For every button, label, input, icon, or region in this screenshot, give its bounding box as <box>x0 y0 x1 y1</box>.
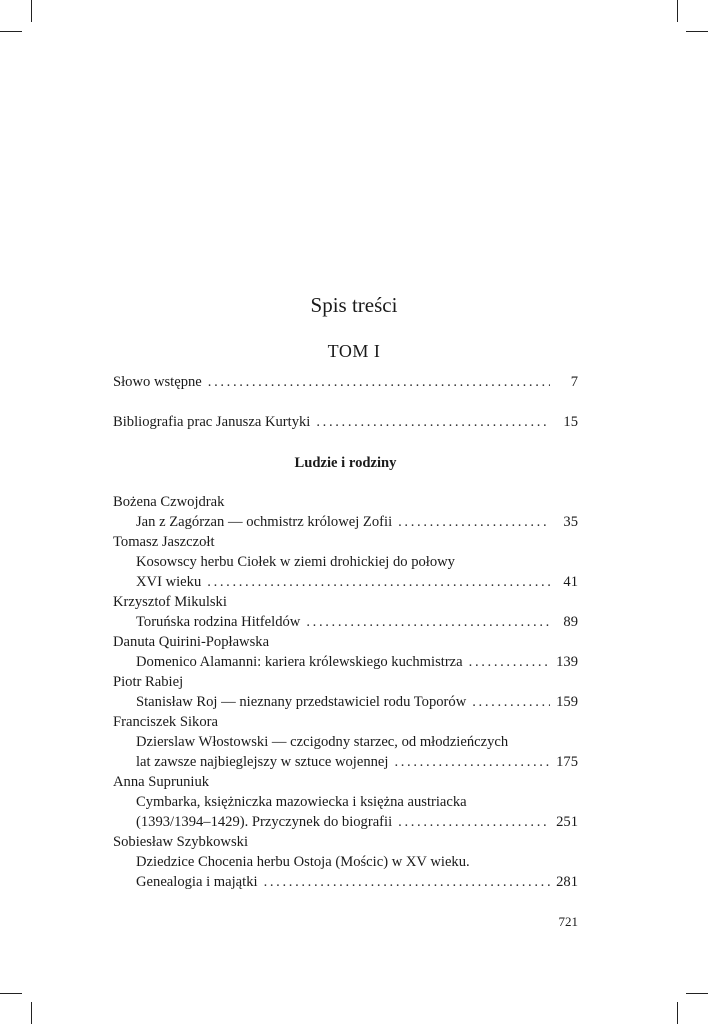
toc-entry-title: Toruńska rodzina Hitfeldów <box>136 614 301 630</box>
toc-entry-title: Jan z Zagórzan — ochmistrz królowej Zofii <box>136 514 393 530</box>
toc-entry-title: Kosowscy herbu Ciołek w ziemi drohickiej do połowy <box>136 554 455 570</box>
toc-entry-page: 35 <box>563 514 578 530</box>
volume-heading: TOM I <box>327 341 381 361</box>
section-heading: Ludzie i rodziny <box>294 455 397 471</box>
toc-entry-page: 281 <box>556 874 578 890</box>
crop-mark <box>31 1002 32 1024</box>
toc-entry[interactable] <box>136 512 578 532</box>
toc-entry-page: 139 <box>556 654 578 670</box>
leader-dots <box>316 412 550 432</box>
toc-entry-page: 159 <box>556 694 578 710</box>
leader-dots <box>208 372 550 392</box>
author-name: Bożena Czwojdrak <box>113 494 225 510</box>
leader-dots <box>306 612 550 632</box>
toc-entry-page: 89 <box>563 614 578 630</box>
toc-entry[interactable] <box>136 752 578 772</box>
toc-entry-title: Cymbarka, księżniczka mazowiecka i księżna austriacka <box>136 794 467 810</box>
toc-entry-page: 41 <box>563 574 578 590</box>
toc-entry[interactable] <box>136 812 578 832</box>
leader-dots <box>394 752 550 772</box>
toc-entry[interactable] <box>136 872 578 892</box>
author-name: Danuta Quirini-Popławska <box>113 634 270 650</box>
toc-entry-title: (1393/1394–1429). Przyczynek do biografii <box>136 814 393 830</box>
crop-mark <box>686 31 708 32</box>
leader-dots <box>469 652 550 672</box>
toc-entry-page: 7 <box>570 374 578 390</box>
author-name: Piotr Rabiej <box>113 674 184 690</box>
toc-entry[interactable] <box>136 652 578 672</box>
leader-dots <box>472 692 550 712</box>
author-name: Sobiesław Szybkowski <box>113 834 248 850</box>
toc-entry-title: Dziedzice Chocenia herbu Ostoja (Mościc) w XV wieku. <box>136 854 470 870</box>
toc-entry-title: Domenico Alamanni: kariera królewskiego kuchmistrza <box>136 654 463 670</box>
leader-dots <box>398 512 550 532</box>
toc-entry[interactable] <box>113 412 578 432</box>
toc-entry[interactable] <box>136 692 578 712</box>
leader-dots <box>398 812 550 832</box>
crop-mark <box>677 0 678 22</box>
toc-entry-page: 175 <box>556 754 578 770</box>
toc-entry-page: 251 <box>556 814 578 830</box>
page-title: Spis treści <box>310 293 398 317</box>
toc-entry[interactable] <box>113 372 578 392</box>
toc-entry-title: Bibliografia prac Janusza Kurtyki <box>113 414 311 430</box>
author-name: Anna Supruniuk <box>113 774 210 790</box>
leader-dots <box>207 572 550 592</box>
toc-entry[interactable] <box>136 572 578 592</box>
author-name: Krzysztof Mikulski <box>113 594 227 610</box>
crop-mark <box>31 0 32 22</box>
toc-entry-title: Genealogia i majątki <box>136 874 258 890</box>
toc-entry-title: Dzierslaw Włostowski — czcigodny starzec, od młodzieńczych <box>136 734 509 750</box>
toc-entry[interactable] <box>136 612 578 632</box>
crop-mark <box>677 1002 678 1024</box>
crop-mark <box>0 31 22 32</box>
toc-entry-title: Słowo wstępne <box>113 374 202 390</box>
toc-entry-page: 15 <box>563 414 578 430</box>
crop-mark <box>686 993 708 994</box>
crop-mark <box>0 993 22 994</box>
author-name: Franciszek Sikora <box>113 714 218 730</box>
toc-entry-title: Stanisław Roj — nieznany przedstawiciel rodu Toporów <box>136 694 467 710</box>
author-name: Tomasz Jaszczołt <box>113 534 215 550</box>
toc-entry-title: XVI wieku <box>136 574 202 590</box>
page-number: 721 <box>558 914 578 929</box>
toc-entry-title: lat zawsze najbieglejszy w sztuce wojennej <box>136 754 389 770</box>
leader-dots <box>264 872 550 892</box>
